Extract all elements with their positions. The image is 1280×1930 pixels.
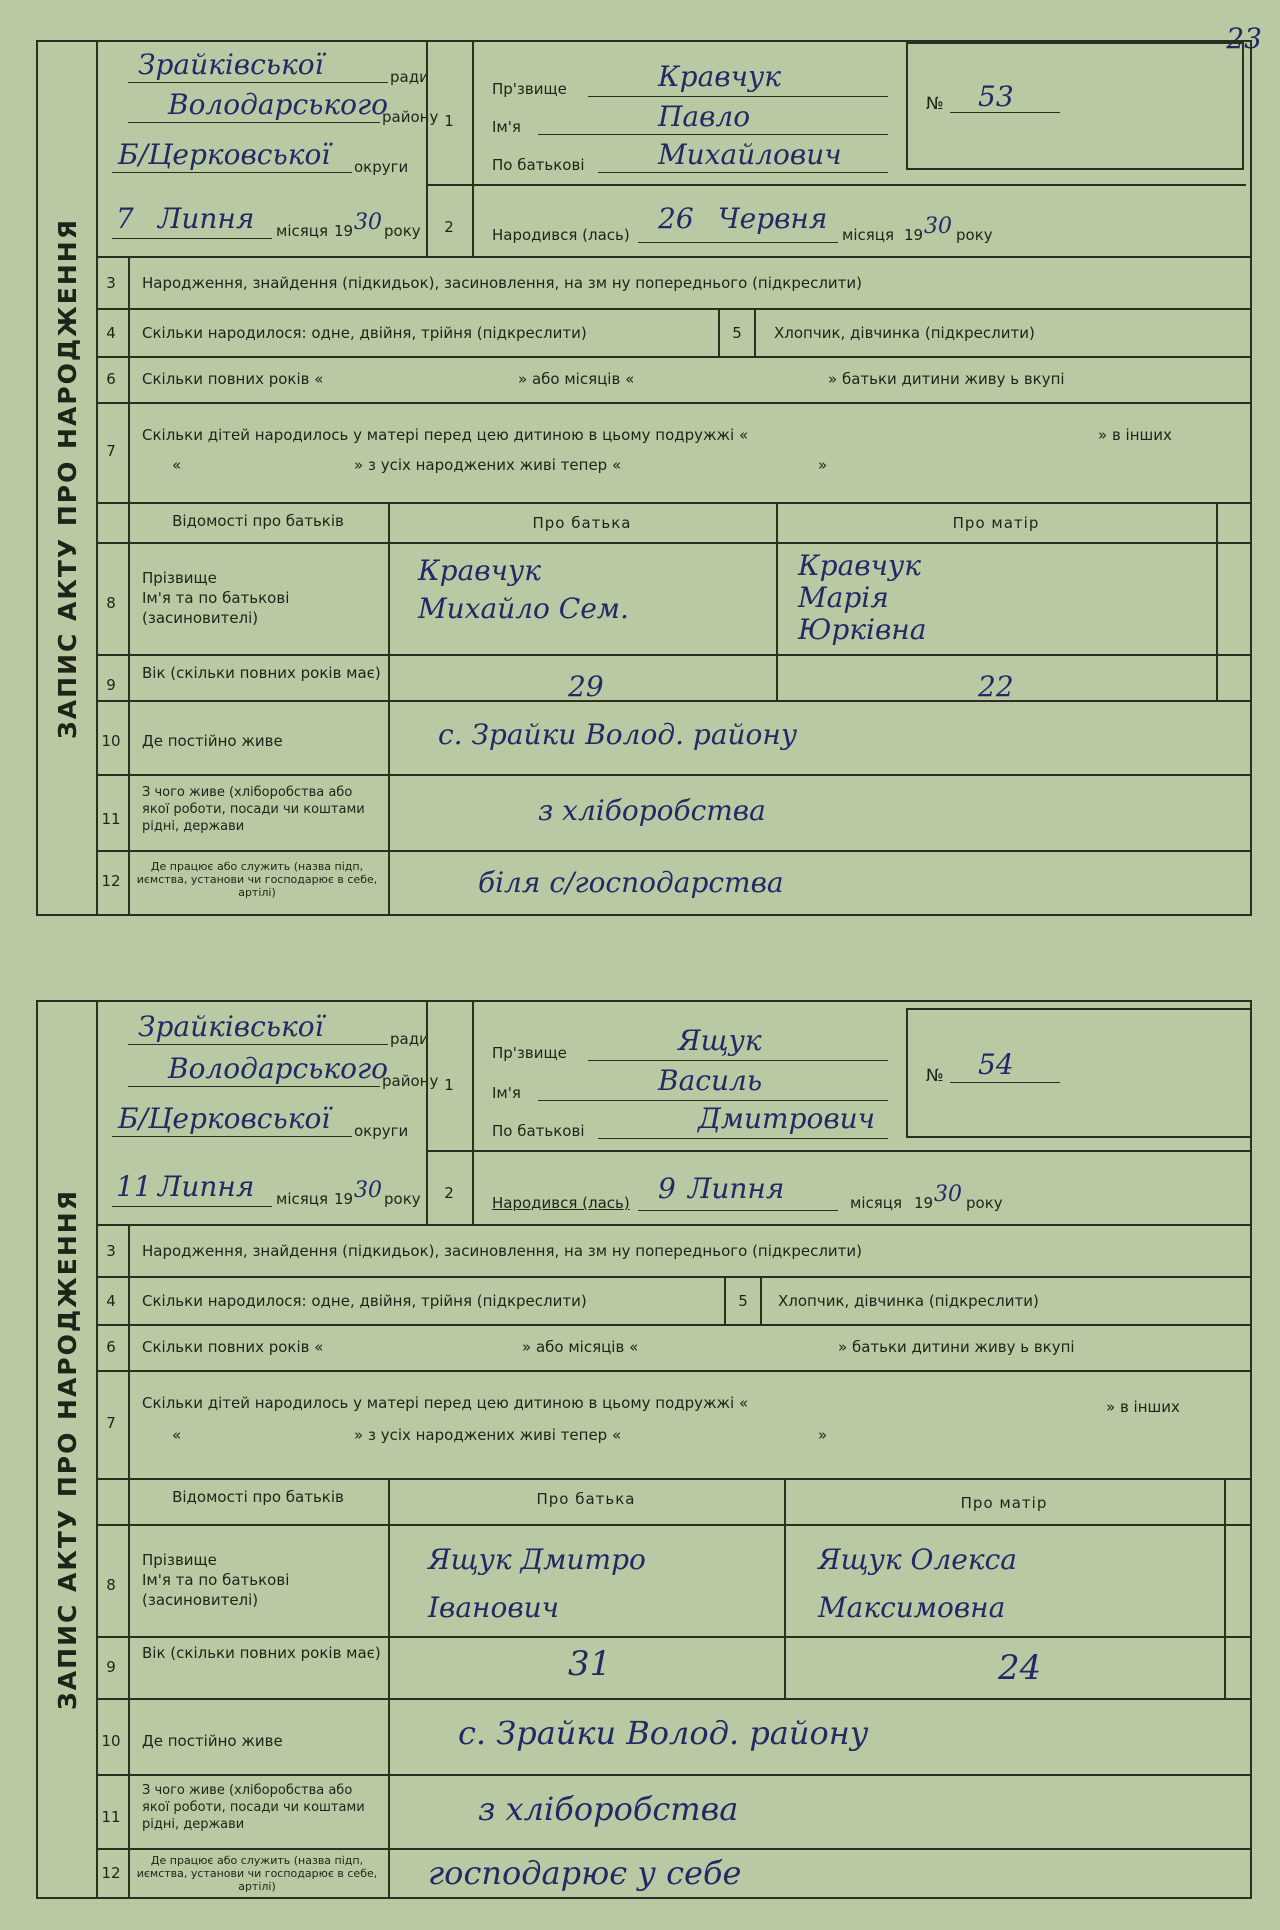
council-value: Зрайківської <box>138 48 324 81</box>
number-label: № <box>926 1066 944 1086</box>
row-num-9: 9 <box>106 676 116 694</box>
occupation: з хліборобства <box>478 1790 739 1828</box>
row7-b: » в інших <box>1106 1398 1180 1416</box>
parents-header: Відомості про батьків <box>172 1488 344 1506</box>
row-num-6: 6 <box>106 1338 116 1356</box>
month-label: місяця <box>276 1190 328 1208</box>
row6-c: » батьки дитини живу ь вкупі <box>838 1338 1075 1356</box>
record-number-box <box>906 42 1244 170</box>
row12-text: Де працює або служить (назва підп, иємства, установи чи господарює в себе, артілі) <box>136 1854 378 1893</box>
birth-year-label: року <box>966 1194 1003 1212</box>
row-num-11: 11 <box>101 810 121 828</box>
row-num-12: 12 <box>101 872 121 890</box>
reg-month: Липня <box>158 1170 255 1203</box>
row-num-11: 11 <box>101 1808 121 1826</box>
birth-month-label: місяця <box>842 226 894 244</box>
month-label: місяця <box>276 222 328 240</box>
born-label: Народився (лась) <box>492 226 630 244</box>
father-header: Про батька <box>536 1490 636 1508</box>
row3-text: Народження, знайдення (підкидьок), засиновлення, на зм ну попереднього (підкреслити) <box>142 274 863 292</box>
row9-text: Вік (скільки повних років має) <box>142 1644 381 1662</box>
birth-day: 26 <box>658 202 694 235</box>
row10-text: Де постійно живе <box>142 732 283 750</box>
surname-label: Пр'звище <box>492 1044 567 1062</box>
father-name: Кравчук Михайло Сем. <box>418 554 629 625</box>
birth-year-label: року <box>956 226 993 244</box>
district-value: Володарського <box>168 88 388 121</box>
row7-b: » в інших <box>1098 426 1172 444</box>
row12-text: Де працює або служить (назва підп, иємства, установи чи господарює в себе, артілі) <box>136 860 378 899</box>
father-age: 29 <box>568 670 604 703</box>
okruha-label: округи <box>354 158 409 176</box>
row-num-1: 1 <box>444 112 454 130</box>
row8-text: Прізвище Ім'я та по батькові (засиновителі) <box>142 569 290 627</box>
row7-e: » <box>818 1426 828 1444</box>
birth-year-prefix: 19 <box>904 226 924 244</box>
council-value: Зрайківської <box>138 1010 324 1043</box>
row8-text: Прізвище Ім'я та по батькові (засиновителі) <box>142 1551 290 1609</box>
reg-month: Липня <box>158 202 255 235</box>
district-label: району <box>382 1072 439 1090</box>
row-num-6: 6 <box>106 370 116 388</box>
patronymic-value: Михайлович <box>658 138 842 171</box>
surname-label: Пр'звище <box>492 80 567 98</box>
row-num-7: 7 <box>106 1414 116 1432</box>
father-header: Про батька <box>532 514 632 532</box>
mother-age: 22 <box>978 670 1014 703</box>
father-name: Ящук Дмитро Іванович <box>428 1543 646 1624</box>
birth-month: Червня <box>718 202 828 235</box>
work: господарює у себе <box>428 1854 742 1892</box>
birth-day: 9 <box>658 1172 676 1205</box>
name-value: Василь <box>658 1064 763 1097</box>
mother-header: Про матір <box>960 1494 1048 1512</box>
row7-a: Скільки дітей народилось у матері перед цею дитиною в цьому подружжі « <box>142 1394 749 1412</box>
row-num-4: 4 <box>106 324 116 342</box>
mother-age: 24 <box>998 1648 1042 1688</box>
surname-value: Ящук <box>678 1024 762 1057</box>
row-num-5: 5 <box>738 1292 748 1310</box>
row11-text: З чого живе (хліборобства або якої роботи, посади чи коштами рідні, держави <box>142 785 365 834</box>
row6-c: » батьки дитини живу ь вкупі <box>828 370 1065 388</box>
residence: с. Зрайки Волод. району <box>458 1714 869 1752</box>
patronymic-value: Дмитрович <box>698 1102 876 1135</box>
page-number: 23 <box>1226 22 1262 55</box>
reg-day: 7 <box>116 202 134 235</box>
row-num-4: 4 <box>106 1292 116 1310</box>
number-label: № <box>926 94 944 114</box>
row6-a: Скільки повних років « <box>142 1338 324 1356</box>
row11-text: З чого живе (хліборобства або якої роботи, посади чи коштами рідні, держави <box>142 1783 365 1832</box>
row4-text: Скільки народилося: одне, двійня, трійня (підкреслити) <box>142 324 587 342</box>
year-prefix: 19 <box>334 222 354 240</box>
row4-text: Скільки народилося: одне, двійня, трійня (підкреслити) <box>142 1292 587 1310</box>
row-num-5: 5 <box>732 324 742 342</box>
birth-record-53 <box>36 40 1252 916</box>
birth-year: 30 <box>924 214 952 239</box>
row7-d: » з усіх народжених живі тепер « <box>354 456 622 474</box>
row9-text: Вік (скільки повних років має) <box>142 664 381 682</box>
parents-header: Відомості про батьків <box>172 512 344 530</box>
row5-text: Хлопчик, дівчинка (підкреслити) <box>778 1292 1039 1310</box>
row6-b: » або місяців « <box>518 370 635 388</box>
patronymic-label: По батькові <box>492 156 585 174</box>
birth-year: 30 <box>934 1182 962 1207</box>
name-value: Павло <box>658 100 751 133</box>
okruha-value: Б/Церковської <box>118 1102 331 1135</box>
record-number-box <box>906 1008 1252 1138</box>
row-num-12: 12 <box>101 1864 121 1882</box>
row7-d: » з усіх народжених живі тепер « <box>354 1426 622 1444</box>
okruha-value: Б/Церковської <box>118 138 331 171</box>
birth-month-label: місяця <box>850 1194 902 1212</box>
record-side-title: ЗАПИС АКТУ ПРО НАРОДЖЕННЯ <box>38 42 98 914</box>
row-num-2: 2 <box>444 218 454 236</box>
row-num-7: 7 <box>106 442 116 460</box>
name-label: Ім'я <box>492 1084 521 1102</box>
council-label: ради <box>390 68 429 86</box>
district-label: району <box>382 108 439 126</box>
record-side-title: ЗАПИС АКТУ ПРО НАРОДЖЕННЯ <box>38 1002 98 1897</box>
year-label: року <box>384 222 421 240</box>
row-num-2: 2 <box>444 1184 454 1202</box>
birth-record-54 <box>36 1000 1252 1899</box>
row7-c: « <box>172 456 182 474</box>
mother-name: Кравчук Марія Юрківна <box>798 549 927 646</box>
patronymic-label: По батькові <box>492 1122 585 1140</box>
occupation: з хліборобства <box>538 794 766 827</box>
row-num-3: 3 <box>106 1242 116 1260</box>
district-value: Володарського <box>168 1052 388 1085</box>
residence: с. Зрайки Волод. району <box>438 718 798 751</box>
year-prefix: 19 <box>334 1190 354 1208</box>
surname-value: Кравчук <box>658 60 781 93</box>
birth-year-prefix: 19 <box>914 1194 934 1212</box>
okruha-label: округи <box>354 1122 409 1140</box>
reg-day: 11 <box>116 1170 152 1203</box>
row-num-8: 8 <box>106 594 116 612</box>
row10-text: Де постійно живе <box>142 1732 283 1750</box>
row-num-10: 10 <box>101 732 121 750</box>
reg-year: 30 <box>354 1178 382 1203</box>
row-num-9: 9 <box>106 1658 116 1676</box>
mother-name: Ящук Олекса Максимовна <box>818 1543 1017 1624</box>
reg-year: 30 <box>354 210 382 235</box>
row-num-3: 3 <box>106 274 116 292</box>
work: біля с/господарства <box>478 866 784 899</box>
father-age: 31 <box>568 1644 612 1684</box>
record-number: 53 <box>978 80 1014 113</box>
record-number: 54 <box>978 1048 1014 1081</box>
row3-text: Народження, знайдення (підкидьок), засиновлення, на зм ну попереднього (підкреслити) <box>142 1242 863 1260</box>
row-num-1: 1 <box>444 1076 454 1094</box>
council-label: ради <box>390 1030 429 1048</box>
row6-b: » або місяців « <box>522 1338 639 1356</box>
row-num-10: 10 <box>101 1732 121 1750</box>
row6-a: Скільки повних років « <box>142 370 324 388</box>
born-label: Народився (лась) <box>492 1194 630 1212</box>
year-label: року <box>384 1190 421 1208</box>
row7-a: Скільки дітей народилось у матері перед цею дитиною в цьому подружжі « <box>142 426 749 444</box>
row-num-8: 8 <box>106 1576 116 1594</box>
mother-header: Про матір <box>952 514 1040 532</box>
name-label: Ім'я <box>492 118 521 136</box>
row5-text: Хлопчик, дівчинка (підкреслити) <box>774 324 1035 342</box>
birth-month: Липня <box>688 1172 785 1205</box>
row7-e: » <box>818 456 828 474</box>
row7-c: « <box>172 1426 182 1444</box>
